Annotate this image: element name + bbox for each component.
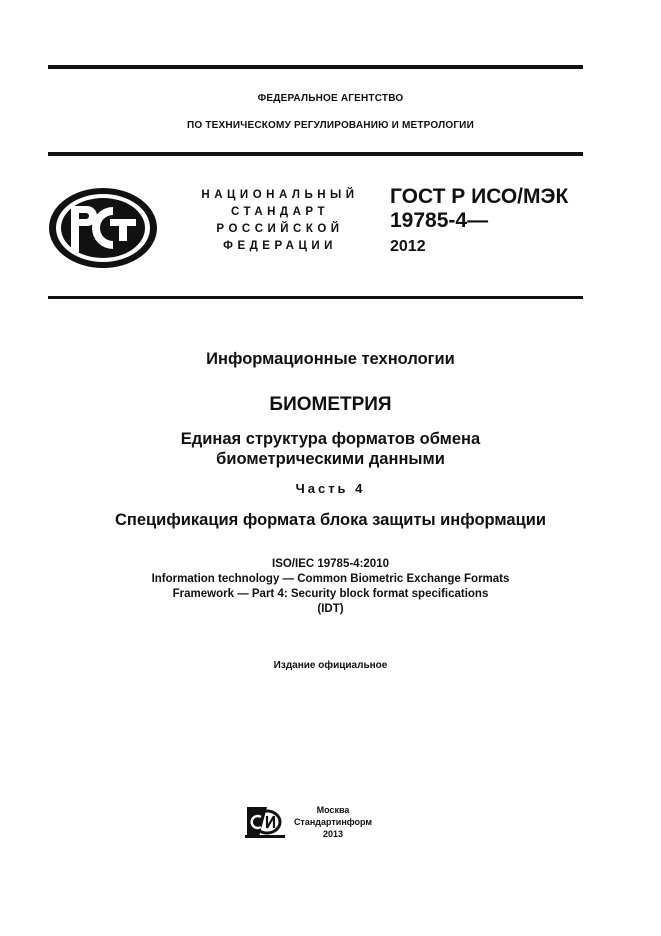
publisher-name: Стандартинформ bbox=[293, 817, 373, 827]
gost-line-2: 19785-4— bbox=[390, 209, 489, 232]
title-line-2: БИОМЕТРИЯ bbox=[269, 394, 392, 415]
gost-designation bbox=[390, 185, 568, 259]
agency-line-2: ПО ТЕХНИЧЕСКОМУ РЕГУЛИРОВАНИЮ И МЕТРОЛОГИИ bbox=[187, 120, 474, 131]
iso-title-line-1: Information technology — Common Biometric Exchange Formats bbox=[151, 573, 510, 585]
title-line-1: Информационные технологии bbox=[206, 350, 455, 368]
iso-block bbox=[0, 557, 661, 617]
national-line-4: ФЕДЕРАЦИИ bbox=[223, 240, 337, 252]
gost-line-3: 2012 bbox=[390, 238, 426, 255]
national-standard-label bbox=[180, 187, 380, 255]
publisher-year: 2013 bbox=[322, 829, 344, 839]
header-bottom-rule bbox=[48, 152, 583, 156]
national-line-3: РОССИЙСКОЙ bbox=[216, 223, 344, 235]
iso-idt: (IDT) bbox=[317, 603, 344, 615]
agency-line-1: ФЕДЕРАЛЬНОЕ АГЕНТСТВО bbox=[257, 93, 404, 104]
title-line-3b: биометрическими данными bbox=[216, 450, 445, 468]
gost-line-1: ГОСТ Р ИСО/МЭК bbox=[390, 185, 569, 208]
publisher-city: Москва bbox=[316, 805, 350, 815]
iso-title-line-2: Framework — Part 4: Security block format specifications bbox=[172, 588, 489, 600]
rst-gost-logo-icon bbox=[47, 186, 159, 270]
top-rule bbox=[48, 65, 583, 69]
edition-label: Издание официальное bbox=[273, 660, 388, 671]
title-line-3a: Единая структура форматов обмена bbox=[180, 430, 481, 448]
national-line-2: СТАНДАРТ bbox=[231, 206, 329, 218]
title-line-5: Спецификация формата блока защиты информации bbox=[114, 511, 546, 529]
publisher-info bbox=[293, 804, 373, 840]
standartinform-logo-icon bbox=[245, 805, 285, 839]
part-label: Часть 4 bbox=[295, 481, 366, 496]
national-line-1: НАЦИОНАЛЬНЫЙ bbox=[201, 189, 359, 201]
iso-code: ISO/IEC 19785-4:2010 bbox=[272, 558, 389, 570]
standard-block-bottom-rule bbox=[48, 296, 583, 299]
